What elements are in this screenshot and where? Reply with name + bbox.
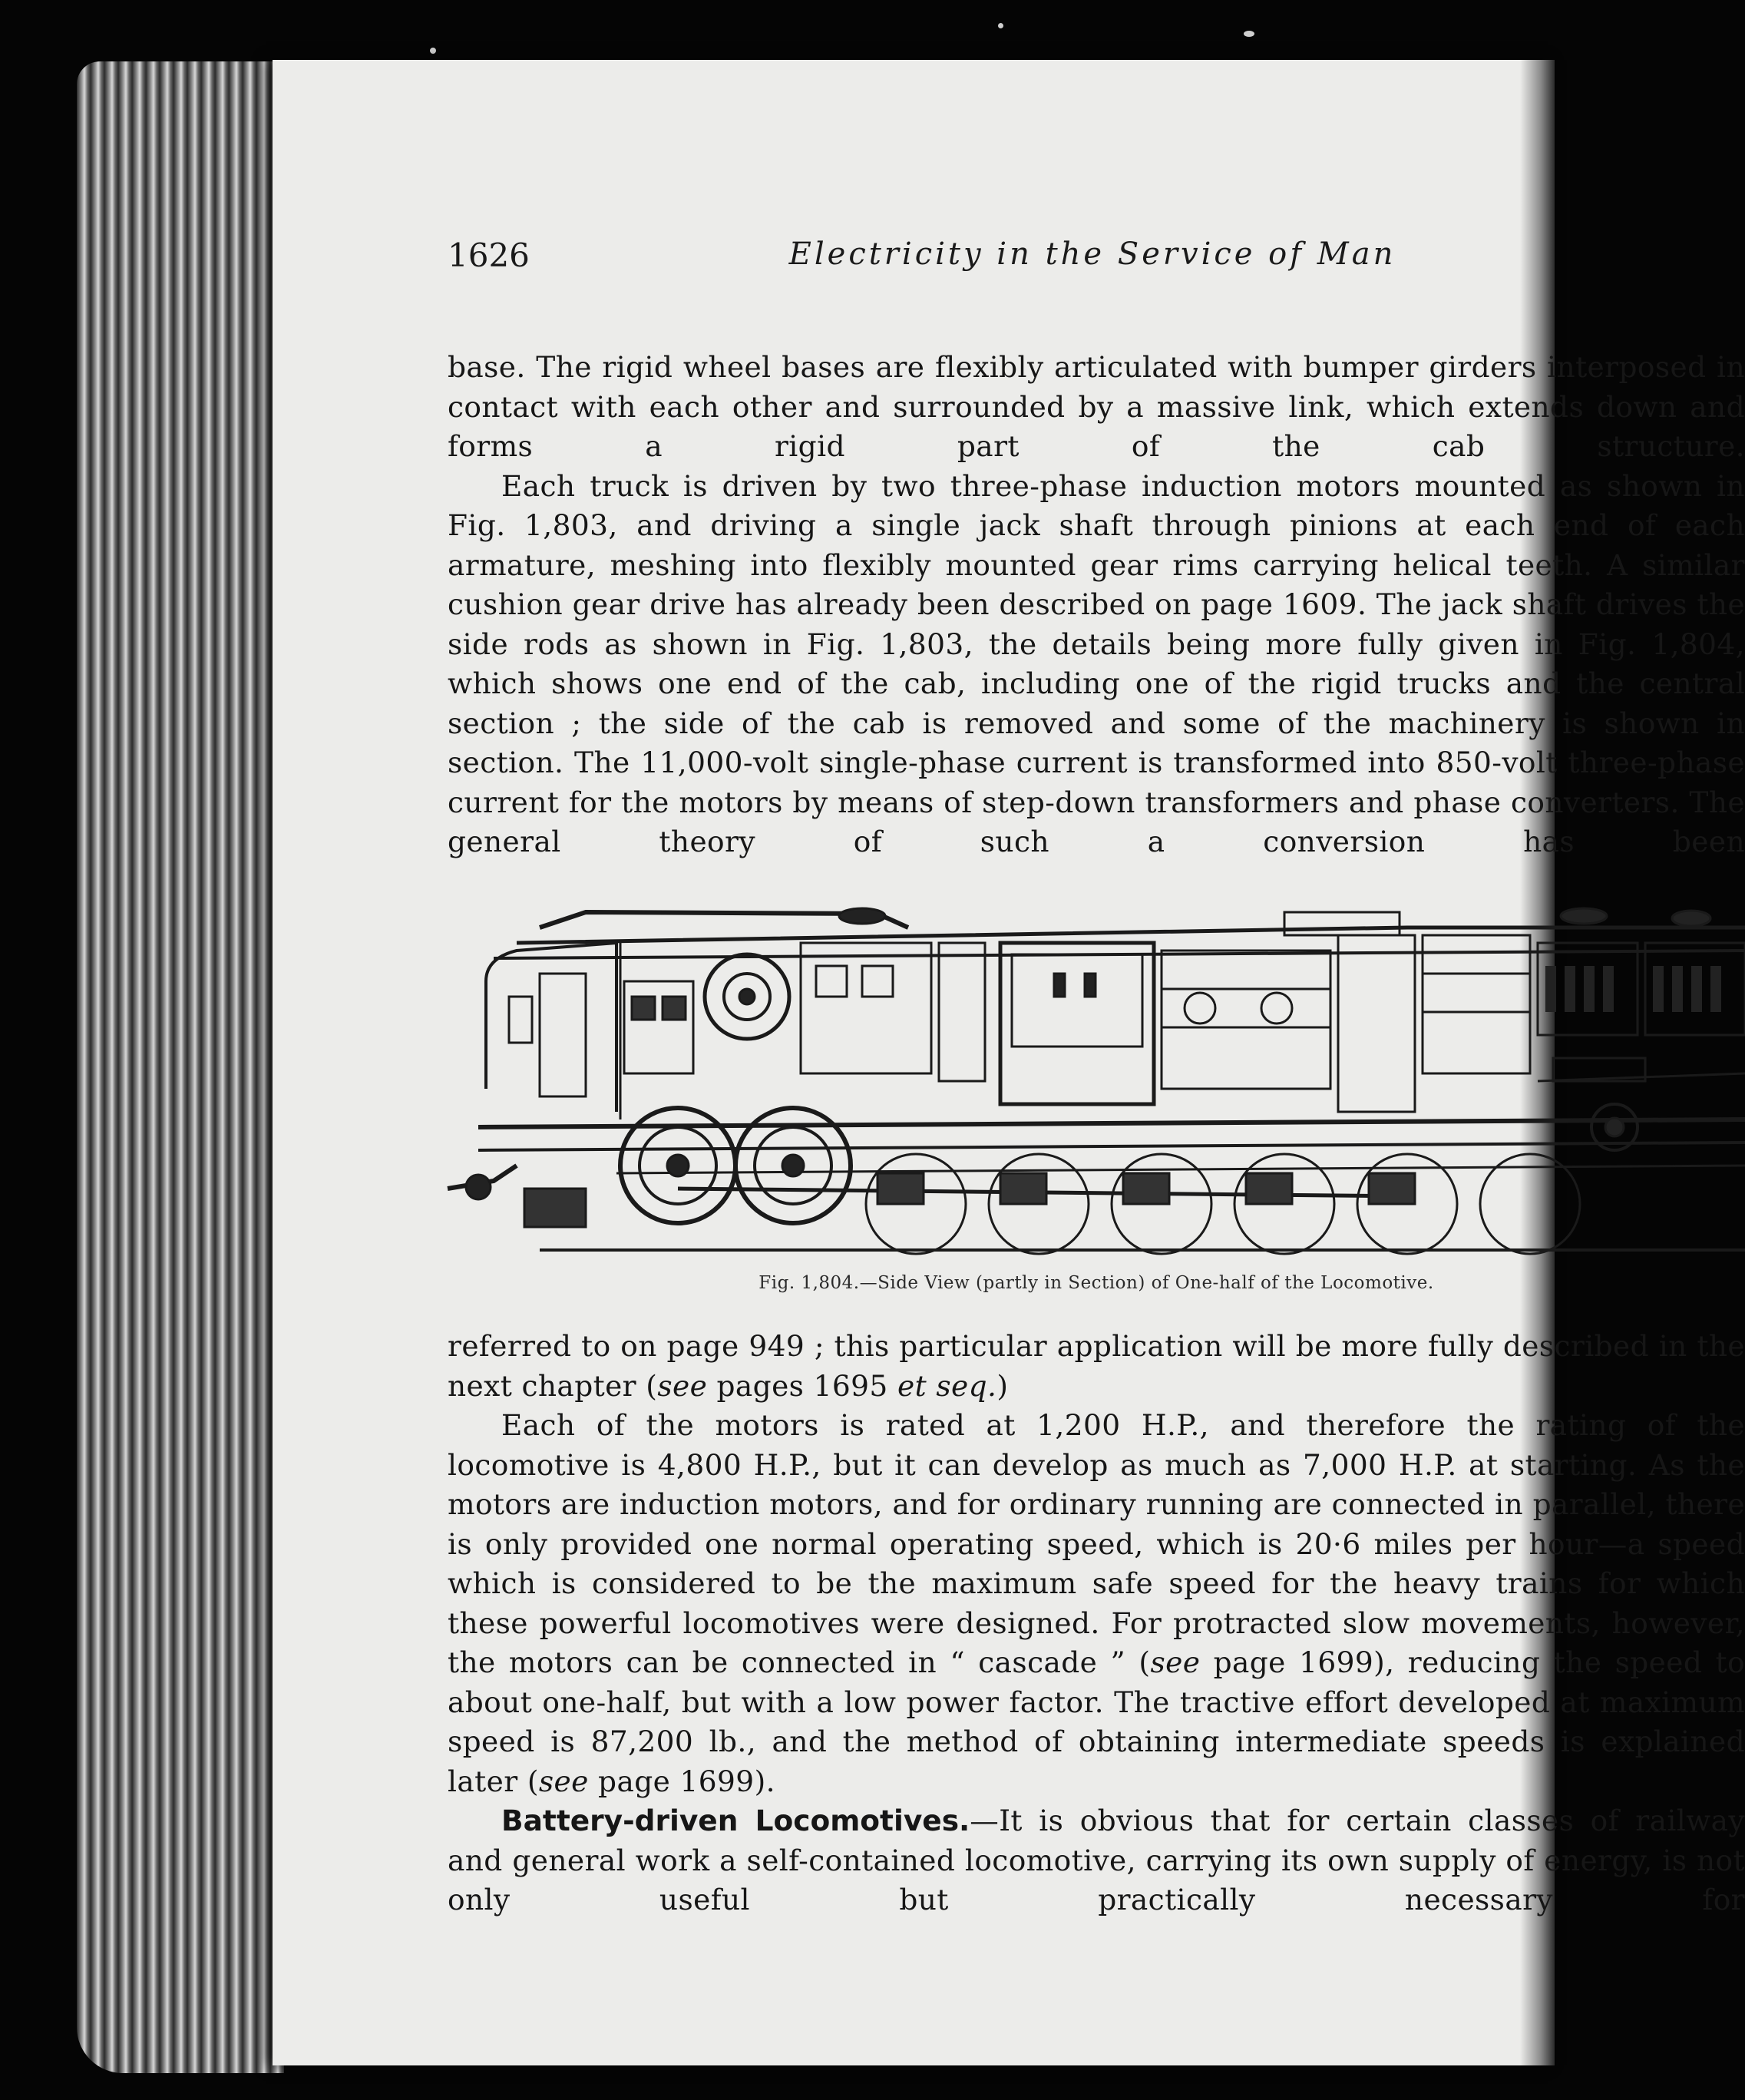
figure-1804 (448, 897, 1745, 1293)
dust-speck (1244, 31, 1254, 37)
book-page (273, 60, 1745, 2065)
section-heading: Battery-driven Locomotives. (501, 1804, 970, 1837)
figure-caption: Fig. 1,804.—Side View (partly in Section) of One-half of the Locomotive. (758, 1273, 1434, 1293)
running-title: Electricity in the Service of Man (788, 236, 1396, 272)
italic-see: see (538, 1764, 589, 1798)
paragraph (448, 1327, 1745, 1406)
paragraph: base. The rigid wheel bases are flexibly articulated with bumper girders interposed in contact with each other and surrounded by a massive link, which extends down and forms a rigid part of the cab structure. (448, 350, 1745, 463)
paragraph (448, 1801, 1745, 1920)
italic-see: see (657, 1368, 708, 1403)
body-text-bottom (448, 1327, 1745, 1920)
body-text-top (448, 348, 1745, 862)
text-run: page 1699), reducing the speed to about one-half, but with a low power factor. The tractive effort developed at maximum speed is 87,200 lb., and the method of obtaining intermediate speeds is explained later ( (448, 1645, 1745, 1798)
italic-et-seq: et seq. (897, 1368, 997, 1403)
paragraph (448, 1406, 1745, 1801)
text-run: —It is obvious that for certain classes of railway and general work a self-contained locomotive, carrying its own supply of energy, is not only useful but practically necessary for (448, 1804, 1745, 1916)
dust-speck (998, 23, 1003, 28)
text-run: referred to on page 949 ; this particular application will be more fully described in the next chapter ( (448, 1329, 1745, 1403)
dust-speck (430, 48, 436, 54)
locomotive-side-view-drawing (448, 897, 1745, 1265)
running-header (448, 236, 1737, 283)
text-run: ) (996, 1368, 1009, 1403)
text-run: Each of the motors is rated at 1,200 H.P., and therefore the rating of the locomotive is 4,800 H.P., but it can develop as much as 7,000 H.P. at starting. As the motors are induction motors, and for ordinary running are connected in parallel, there is only provided one normal operating speed, which is 20·6 miles per hour—a speed which is considered to be the maximum safe speed for the heavy trains for which these powerful locomotives were designed. For protracted slow movements, however, the motors can be connected in “ cascade ” ( (448, 1408, 1745, 1679)
italic-see: see (1150, 1645, 1201, 1679)
page-number: 1626 (448, 236, 530, 274)
book-page-edges (77, 61, 284, 2073)
paragraph: Each truck is driven by two three-phase induction motors mounted as shown in Fig. 1,803, and driving a single jack shaft through pinions at each end of each armature, meshing into flexibly mounted gear rims carrying helical teeth. A similar cushion gear drive has already been described on page 1609. The jack shaft drives the side rods as shown in Fig. 1,803, the details being more fully given in Fig. 1,804, which shows one end of the cab, including one of the rigid trucks and the central section ; the side of the cab is removed and some of the machinery is shown in section. The 11,000-volt single-phase current is transformed into 850-volt three-phase current for the motors by means of step-down transformers and phase converters. The general theory of such a conversion has been (448, 468, 1745, 858)
text-run: page 1699). (588, 1764, 775, 1798)
text-run: pages 1695 (707, 1368, 897, 1403)
